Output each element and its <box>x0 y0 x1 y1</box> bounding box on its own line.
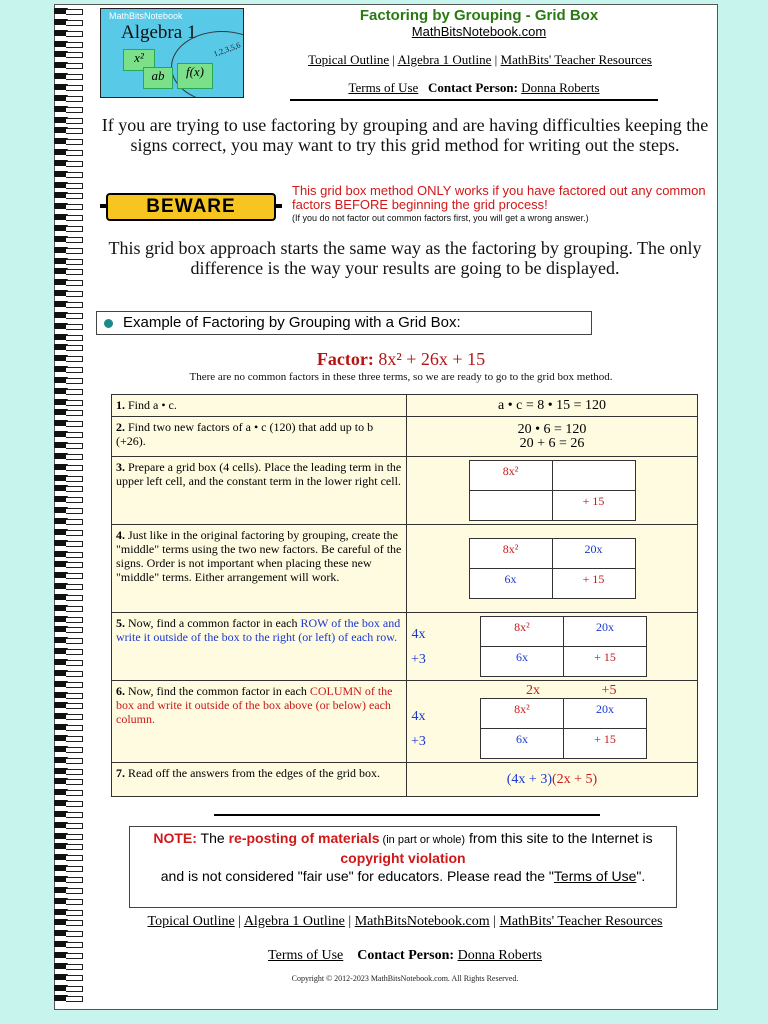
spiral-ring <box>54 203 84 209</box>
spiral-ring <box>54 529 84 535</box>
grid-cell-bl <box>469 491 552 521</box>
topical-outline-link[interactable]: Topical Outline <box>308 52 390 67</box>
step-1-result: a • c = 8 • 15 = 120 <box>407 395 698 417</box>
step-5-text: 5. Now, find a common factor in each ROW of the box and write it outside of the box to the right (or left) of each row. <box>112 613 407 681</box>
spiral-ring <box>54 843 84 849</box>
step-5-grid <box>407 613 698 681</box>
spiral-ring <box>54 659 84 665</box>
spiral-ring <box>54 8 84 14</box>
step-row-5 <box>112 613 698 681</box>
factor-label: Factor: <box>316 349 374 369</box>
logo-numbers: 1,2,3,5,6 <box>212 40 242 59</box>
spiral-binding <box>54 8 84 1008</box>
grid-cell-tl: 8x² <box>469 539 552 569</box>
spiral-ring <box>54 453 84 459</box>
spiral-ring <box>54 833 84 839</box>
spiral-ring <box>54 247 84 253</box>
grid-cell-br: + 15 <box>552 569 635 599</box>
grid-cell-br: + 15 <box>563 647 646 677</box>
copyright-text: Copyright © 2012-2023 MathBitsNotebook.com. All Rights Reserved. <box>291 974 519 983</box>
beware-warning: This grid box method ONLY works if you have factored out any common factors BEFORE beginning the grid process! <box>292 183 706 212</box>
header-divider <box>290 99 658 101</box>
spiral-ring <box>54 583 84 589</box>
footer-nav: Topical Outline | Algebra 1 Outline | MathBitsNotebook.com | MathBits' Teacher Resources <box>147 914 663 929</box>
spiral-ring <box>54 952 84 958</box>
step-3-grid <box>407 457 698 525</box>
footer-contact-name-link[interactable]: Donna Roberts <box>457 948 542 963</box>
spiral-ring <box>54 626 84 632</box>
header-nav: Topical Outline | Algebra 1 Outline | MathBits' Teacher Resources <box>308 52 652 67</box>
spiral-ring <box>54 355 84 361</box>
spiral-ring <box>54 811 84 817</box>
spiral-ring <box>54 930 84 936</box>
spiral-ring <box>54 681 84 687</box>
spiral-ring <box>54 963 84 969</box>
beware-sign <box>100 190 282 222</box>
footer-terms-row <box>96 948 714 964</box>
note-text-3: and is not considered "fair use" for educators. Please read the " <box>160 868 554 884</box>
spiral-ring <box>54 279 84 285</box>
grid-cell-tl: 8x² <box>469 461 552 491</box>
spiral-ring <box>54 637 84 643</box>
factor-note: There are no common factors in these three terms, so we are ready to go to the grid box method. <box>189 371 613 383</box>
spiral-ring <box>54 919 84 925</box>
spiral-ring <box>54 876 84 882</box>
spiral-ring <box>54 605 84 611</box>
spiral-ring <box>54 822 84 828</box>
spiral-ring <box>54 572 84 578</box>
step-row-7 <box>112 763 698 797</box>
spiral-ring <box>54 127 84 133</box>
grid-box-step5 <box>480 616 647 677</box>
spiral-ring <box>54 507 84 513</box>
contact-name-link[interactable]: Donna Roberts <box>521 80 600 95</box>
spiral-ring <box>54 778 84 784</box>
spiral-ring <box>54 138 84 144</box>
footer-terms-link[interactable]: Terms of Use <box>268 948 344 963</box>
spiral-ring <box>54 290 84 296</box>
spiral-ring <box>54 757 84 763</box>
footer-teacher-resources-link[interactable]: MathBits' Teacher Resources <box>499 914 663 929</box>
spiral-ring <box>54 442 84 448</box>
spiral-ring <box>54 551 84 557</box>
spiral-ring <box>54 258 84 264</box>
spiral-ring <box>54 149 84 155</box>
spiral-ring <box>54 431 84 437</box>
spiral-ring <box>54 464 84 470</box>
spiral-ring <box>54 236 84 242</box>
logo-brand: MathBitsNotebook <box>109 11 183 21</box>
step-6-text: 6. Now, find the common factor in each COLUMN of the box and write it outside of the box above (or below) each column. <box>112 681 407 763</box>
spiral-ring <box>54 420 84 426</box>
bullet-icon <box>104 319 113 328</box>
spiral-ring <box>54 974 84 980</box>
spiral-ring <box>54 854 84 860</box>
spiral-ring <box>54 702 84 708</box>
spiral-ring <box>54 887 84 893</box>
note-text-2: from this site to the Internet is <box>465 830 653 846</box>
spiral-ring <box>54 388 84 394</box>
grid-cell-tr <box>552 461 635 491</box>
grid-cell-tr: 20x <box>563 699 646 729</box>
terms-of-use-link[interactable]: Terms of Use <box>348 80 419 95</box>
logo-tile-x2: x² <box>123 49 155 71</box>
step-row-3 <box>112 457 698 525</box>
spiral-ring <box>54 746 84 752</box>
grid-cell-br: + 15 <box>563 729 646 759</box>
spiral-ring <box>54 19 84 25</box>
spiral-ring <box>54 117 84 123</box>
header-terms-row <box>290 80 658 96</box>
site-link[interactable]: MathBitsNotebook.com <box>411 24 547 39</box>
spiral-ring <box>54 800 84 806</box>
spiral-ring <box>54 735 84 741</box>
step-4-grid <box>407 525 698 613</box>
note-text: The <box>196 830 229 846</box>
spiral-ring <box>54 73 84 79</box>
logo-tile-fx: f(x) <box>177 63 213 89</box>
note-label: NOTE: <box>153 830 197 846</box>
footer-contact-label: Contact Person: <box>357 948 455 963</box>
page-title: Factoring by Grouping - Grid Box <box>359 7 599 24</box>
row-factors: 4x +3 <box>411 626 426 667</box>
grid-cell-bl: 6x <box>480 729 563 759</box>
spiral-ring <box>54 518 84 524</box>
logo-tile-ab: ab <box>143 67 173 89</box>
spiral-ring <box>54 160 84 166</box>
intro-paragraph-2: This grid box approach starts the same way as the factoring by grouping. The only difference is the way your results are going to be displayed. <box>108 238 702 278</box>
spiral-ring <box>54 475 84 481</box>
spiral-ring <box>54 225 84 231</box>
teacher-resources-link[interactable]: MathBits' Teacher Resources <box>500 52 652 67</box>
note-emphasis: re-posting of materials <box>228 830 380 846</box>
spiral-ring <box>54 344 84 350</box>
step-2-text: 2. Find two new factors of a • c (120) that add up to b (+26). <box>112 417 407 457</box>
logo-title: Algebra 1 <box>121 22 197 43</box>
row-factors: 4x +3 <box>411 708 426 749</box>
grid-cell-tl: 8x² <box>480 617 563 647</box>
spiral-ring <box>54 399 84 405</box>
footer-algebra1-outline-link[interactable]: Algebra 1 Outline <box>243 914 345 929</box>
spiral-ring <box>54 561 84 567</box>
section-divider <box>214 814 600 816</box>
grid-cell-br: + 15 <box>552 491 635 521</box>
spiral-ring <box>54 84 84 90</box>
spiral-ring <box>54 985 84 991</box>
step-row-2 <box>112 417 698 457</box>
spiral-ring <box>54 171 84 177</box>
factor-expression: 8x² + 26x + 15 <box>378 349 486 369</box>
spiral-ring <box>54 724 84 730</box>
spiral-ring <box>54 192 84 198</box>
step-row-4 <box>112 525 698 613</box>
spiral-ring <box>54 377 84 383</box>
spiral-ring <box>54 713 84 719</box>
step-7-answer: (4x + 3)(2x + 5) <box>407 763 698 797</box>
beware-note: (If you do not factor out common factors first, you will get a wrong answer.) <box>292 213 589 223</box>
spiral-ring <box>54 768 84 774</box>
spiral-ring <box>54 30 84 36</box>
footer-site-link[interactable]: MathBitsNotebook.com <box>354 914 490 929</box>
note-small: (in part or whole) <box>379 834 466 846</box>
grid-box-step6 <box>480 698 647 759</box>
step-7-text: 7. Read off the answers from the edges of the grid box. <box>112 763 407 797</box>
spiral-ring <box>54 95 84 101</box>
grid-box-step4 <box>469 538 636 599</box>
spiral-ring <box>54 995 84 1001</box>
spiral-ring <box>54 106 84 112</box>
spiral-ring <box>54 865 84 871</box>
spiral-ring <box>54 898 84 904</box>
intro-paragraph-1: If you are trying to use factoring by grouping and are having difficulties keeping the signs correct, you may want to try this grid method for writing out the steps. <box>101 115 709 155</box>
grid-cell-tl: 8x² <box>480 699 563 729</box>
grid-cell-bl: 6x <box>480 647 563 677</box>
spiral-ring <box>54 366 84 372</box>
spiral-ring <box>54 409 84 415</box>
spiral-ring <box>54 692 84 698</box>
spiral-ring <box>54 789 84 795</box>
note-violation: copyright violation <box>340 850 466 866</box>
grid-box-step3 <box>469 460 636 521</box>
note-terms-link[interactable]: Terms of Use <box>553 868 637 884</box>
spiral-ring <box>54 485 84 491</box>
spiral-ring <box>54 594 84 600</box>
spiral-ring <box>54 540 84 546</box>
spiral-ring <box>54 648 84 654</box>
step-row-6 <box>112 681 698 763</box>
spiral-ring <box>54 51 84 57</box>
spiral-ring <box>54 334 84 340</box>
example-heading-text: Example of Factoring by Grouping with a Grid Box: <box>123 314 461 331</box>
spiral-ring <box>54 941 84 947</box>
spiral-ring <box>54 301 84 307</box>
step-row-1 <box>112 395 698 417</box>
algebra1-outline-link[interactable]: Algebra 1 Outline <box>397 52 492 67</box>
spiral-ring <box>54 323 84 329</box>
step-1-text: 1. Find a • c. <box>112 395 407 417</box>
spiral-ring <box>54 41 84 47</box>
spiral-ring <box>54 182 84 188</box>
column-factors: 2x +5 <box>526 683 617 698</box>
grid-cell-tr: 20x <box>552 539 635 569</box>
step-3-text: 3. Prepare a grid box (4 cells). Place the leading term in the upper left cell, and the constant term in the lower right cell. <box>112 457 407 525</box>
step-4-text: 4. Just like in the original factoring by grouping, create the "middle" terms using the two new factors. Be careful of the signs. Order is not important when placing these new "middle" terms. Either arrangement will work. <box>112 525 407 613</box>
footer-topical-outline-link[interactable]: Topical Outline <box>147 914 235 929</box>
step-2-result: 20 • 6 = 120 20 + 6 = 26 <box>407 417 698 457</box>
algebra1-logo[interactable] <box>100 8 244 98</box>
spiral-ring <box>54 670 84 676</box>
spiral-ring <box>54 268 84 274</box>
contact-label: Contact Person: <box>428 80 518 95</box>
note-end: ". <box>636 868 646 884</box>
example-heading <box>96 311 592 335</box>
factor-problem <box>96 349 706 370</box>
copyright-note-box <box>129 826 677 908</box>
spiral-ring <box>54 496 84 502</box>
spiral-ring <box>54 909 84 915</box>
beware-badge: BEWARE <box>106 193 276 221</box>
spiral-ring <box>54 616 84 622</box>
spiral-ring <box>54 312 84 318</box>
grid-cell-bl: 6x <box>469 569 552 599</box>
step-6-grid <box>407 681 698 763</box>
grid-cell-tr: 20x <box>563 617 646 647</box>
steps-table <box>111 394 698 797</box>
spiral-ring <box>54 62 84 68</box>
spiral-ring <box>54 214 84 220</box>
